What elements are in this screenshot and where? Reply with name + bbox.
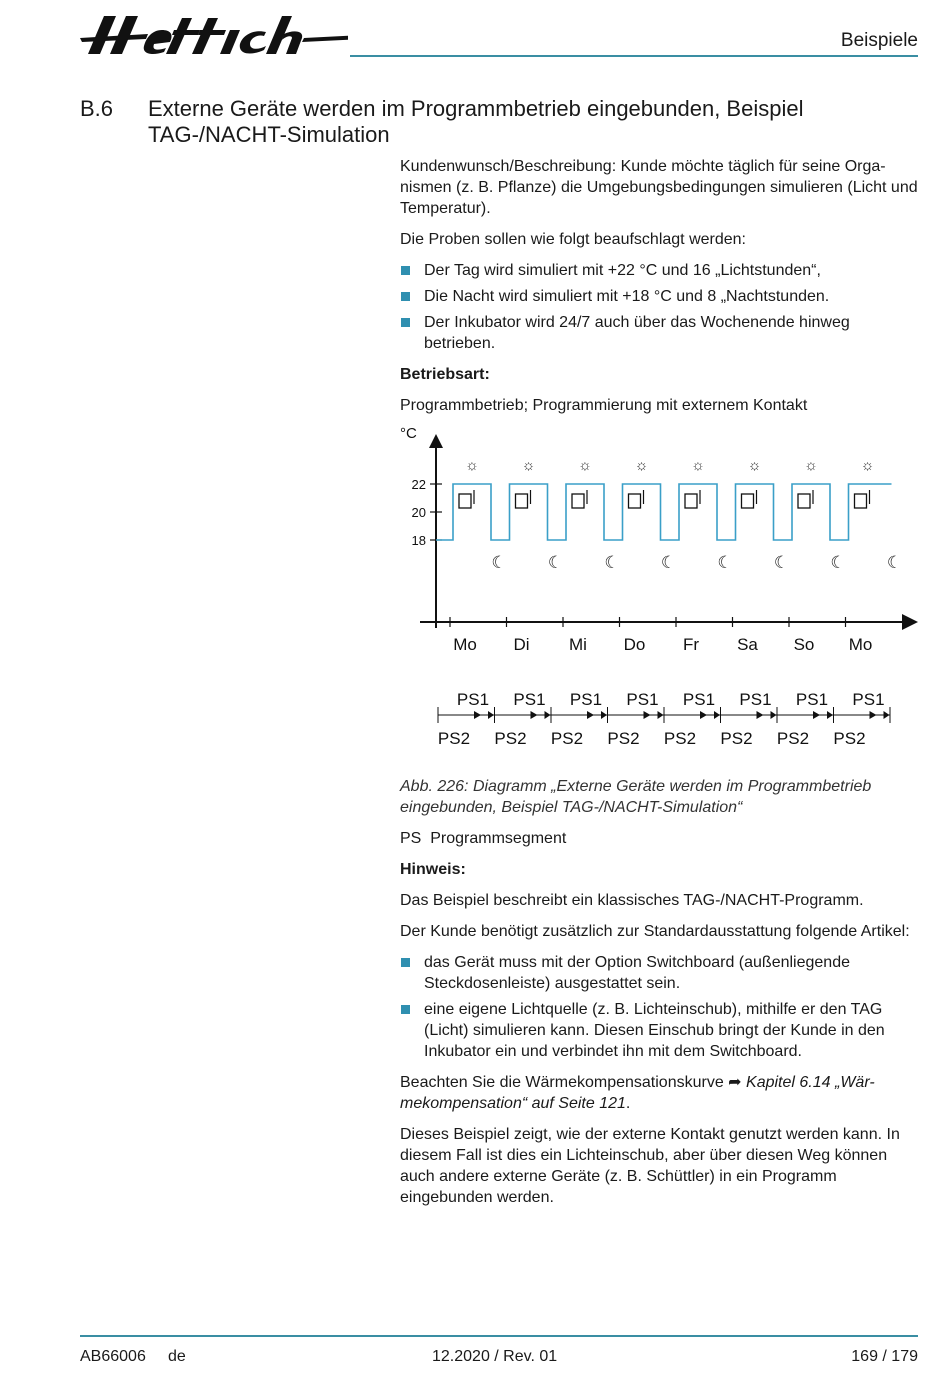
sun-icon: ☼ xyxy=(804,457,818,474)
segment-label-bottom: PS2 xyxy=(720,729,753,748)
segment-arrow xyxy=(870,711,877,719)
moon-icon: ☾ xyxy=(491,553,507,572)
segment-arrow xyxy=(658,711,664,719)
segment-arrow xyxy=(545,711,551,719)
header-rule xyxy=(350,55,918,57)
date-revision: 12.2020 / Rev. 01 xyxy=(432,1348,558,1365)
moon-icon: ☾ xyxy=(717,553,733,572)
segment-label-bottom: PS2 xyxy=(437,729,471,748)
intro-paragraph: Kundenwunsch/Beschreibung: Kunde möchte täglich für seine Orga-nismen (z. B. Pflanze) die Umgebungsbedingungen simulieren (Licht und Temperatur). xyxy=(400,158,918,217)
hettich-logo xyxy=(78,8,348,60)
segment-label-top: PS1 xyxy=(739,690,772,709)
beachten-prefix: Beachten Sie die Wärmekompensationskurve xyxy=(400,1074,724,1091)
chapter-link[interactable]: Kapitel 6.14 „Wär-mekompensation“ auf Seite 121 xyxy=(400,1074,875,1112)
moon-icon: ☾ xyxy=(547,553,564,572)
y-tick-label: 18 xyxy=(411,533,426,548)
y-tick-label: 22 xyxy=(411,477,426,492)
sun-icon: ☼ xyxy=(747,457,762,474)
betriebsart-text: Programmbetrieb; Programmierung mit externem Kontakt xyxy=(400,397,808,414)
segment-arrow xyxy=(827,711,833,719)
segment-arrow xyxy=(531,711,538,719)
section-label: Beispiele xyxy=(840,30,918,51)
hinweis-label: Hinweis: xyxy=(400,861,466,878)
kunde-text: Der Kunde benötigt zusätzlich zur Standardausstattung folgende Artikel: xyxy=(400,923,910,940)
moon-icon: ☾ xyxy=(604,553,620,572)
proben-paragraph: Die Proben sollen wie folgt beaufschlagt werden: xyxy=(400,231,746,248)
segment-arrow xyxy=(884,711,890,719)
segment-arrow xyxy=(601,711,607,719)
moon-icon: ☾ xyxy=(660,553,677,572)
moon-icon: ☾ xyxy=(773,553,790,572)
heading-title: Externe Geräte werden im Programmbetrieb eingebunden, Beispiel TAG-/NACHT-Simulation xyxy=(148,96,804,147)
temperature-series-line xyxy=(436,484,892,540)
x-tick-label: Sa xyxy=(737,635,758,654)
ps-abbreviation: PS xyxy=(400,830,422,847)
lamp-icon xyxy=(572,494,584,508)
segment-arrow xyxy=(488,711,494,719)
figure-caption: Abb. 226: Diagramm „Externe Geräte werden im Programmbetrieb eingebunden, Beispiel TAG-/NACHT-Simulation“ xyxy=(400,778,872,816)
segment-label-top: PS1 xyxy=(682,690,716,709)
x-tick-label: Di xyxy=(513,635,530,654)
segment-label-top: PS1 xyxy=(513,690,546,709)
segment-label-top: PS1 xyxy=(852,690,885,709)
x-tick-label: Do xyxy=(623,635,646,654)
list-item: Der Inkubator wird 24/7 auch über das Wochenende hinweg betrieben. xyxy=(400,312,920,354)
segment-label-bottom: PS2 xyxy=(663,729,697,748)
y-axis-arrow xyxy=(429,434,443,448)
segment-arrow xyxy=(757,711,764,719)
final-paragraph: Dieses Beispiel zeigt, wie der externe Kontakt genutzt werden kann. In diesem Fall ist dies ein Lichteinschub, aber über diesen Weg können auch andere externe Geräte (z. B. Schüttler) in ein Programm eingebunden werden. xyxy=(400,1126,900,1206)
moon-icon: ☾ xyxy=(830,553,846,572)
segment-arrow xyxy=(700,711,707,719)
x-tick-label: Mo xyxy=(453,635,477,654)
sun-icon: ☼ xyxy=(691,457,705,474)
sun-icon: ☼ xyxy=(578,457,592,474)
legend-line xyxy=(400,828,920,849)
segment-arrow xyxy=(474,711,481,719)
conditions-list xyxy=(400,260,920,354)
segment-label-bottom: PS2 xyxy=(494,729,527,748)
segment-arrow xyxy=(587,711,594,719)
segment-arrow xyxy=(771,711,777,719)
footer-rule xyxy=(80,1335,918,1337)
heading-number: B.6 xyxy=(80,96,114,121)
list-item: Der Tag wird simuliert mit +22 °C und 16 „Lichtstunden“, xyxy=(400,260,920,281)
ps-meaning: Programmsegment xyxy=(430,830,567,847)
lamp-icon xyxy=(459,494,471,508)
language: de xyxy=(168,1348,186,1365)
segment-arrow xyxy=(714,711,720,719)
x-tick-label: Mo xyxy=(848,635,873,654)
segment-label-bottom: PS2 xyxy=(607,729,640,748)
sun-icon: ☼ xyxy=(465,457,479,474)
segment-label-top: PS1 xyxy=(569,690,603,709)
segment-arrow xyxy=(644,711,651,719)
beachten-paragraph xyxy=(400,1072,920,1114)
lamp-icon xyxy=(629,494,641,508)
hinweis-text: Das Beispiel beschreibt ein klassisches TAG-/NACHT-Programm. xyxy=(400,892,864,909)
x-tick-label: Mi xyxy=(569,635,587,654)
x-tick-label: So xyxy=(793,635,815,654)
list-item: das Gerät muss mit der Option Switchboard (außenliegende Steckdosenleiste) ausgestattet sein. xyxy=(400,952,920,994)
arrow-icon: ➦ xyxy=(728,1074,742,1091)
segment-arrow xyxy=(813,711,820,719)
x-axis-arrow xyxy=(902,614,918,630)
sun-icon: ☼ xyxy=(860,457,875,474)
lamp-icon xyxy=(798,494,810,508)
beachten-suffix: . xyxy=(625,1095,631,1112)
doc-number: AB66006 xyxy=(80,1348,146,1365)
y-axis-label: °C xyxy=(400,426,417,442)
segment-label-bottom: PS2 xyxy=(550,729,584,748)
lamp-icon xyxy=(855,494,867,508)
list-item: Die Nacht wird simuliert mit +18 °C und 8 „Nachtstunden. xyxy=(400,286,920,307)
lamp-icon xyxy=(516,494,528,508)
y-tick-label: 20 xyxy=(411,505,426,520)
day-night-chart xyxy=(400,426,920,776)
betriebsart-label: Betriebsart: xyxy=(400,366,490,383)
lamp-icon xyxy=(742,494,754,508)
list-item: eine eigene Lichtquelle (z. B. Lichteinschub), mithilfe er den TAG (Licht) simulieren kann. Diesen Einschub bringt der Kunde in den Inkubator ein und verbindet ihn mit dem Switchboard. xyxy=(400,999,920,1062)
lamp-icon xyxy=(685,494,697,508)
sun-icon: ☼ xyxy=(521,457,536,474)
moon-icon: ☾ xyxy=(886,553,903,572)
segment-label-top: PS1 xyxy=(626,690,659,709)
main-content xyxy=(400,156,920,1218)
segment-label-bottom: PS2 xyxy=(833,729,866,748)
x-tick-label: Fr xyxy=(682,635,700,654)
articles-list xyxy=(400,952,920,1062)
segment-label-top: PS1 xyxy=(795,690,829,709)
segment-label-bottom: PS2 xyxy=(776,729,810,748)
page-number: 169 / 179 xyxy=(851,1348,918,1365)
sun-icon: ☼ xyxy=(634,457,649,474)
segment-label-top: PS1 xyxy=(456,690,490,709)
